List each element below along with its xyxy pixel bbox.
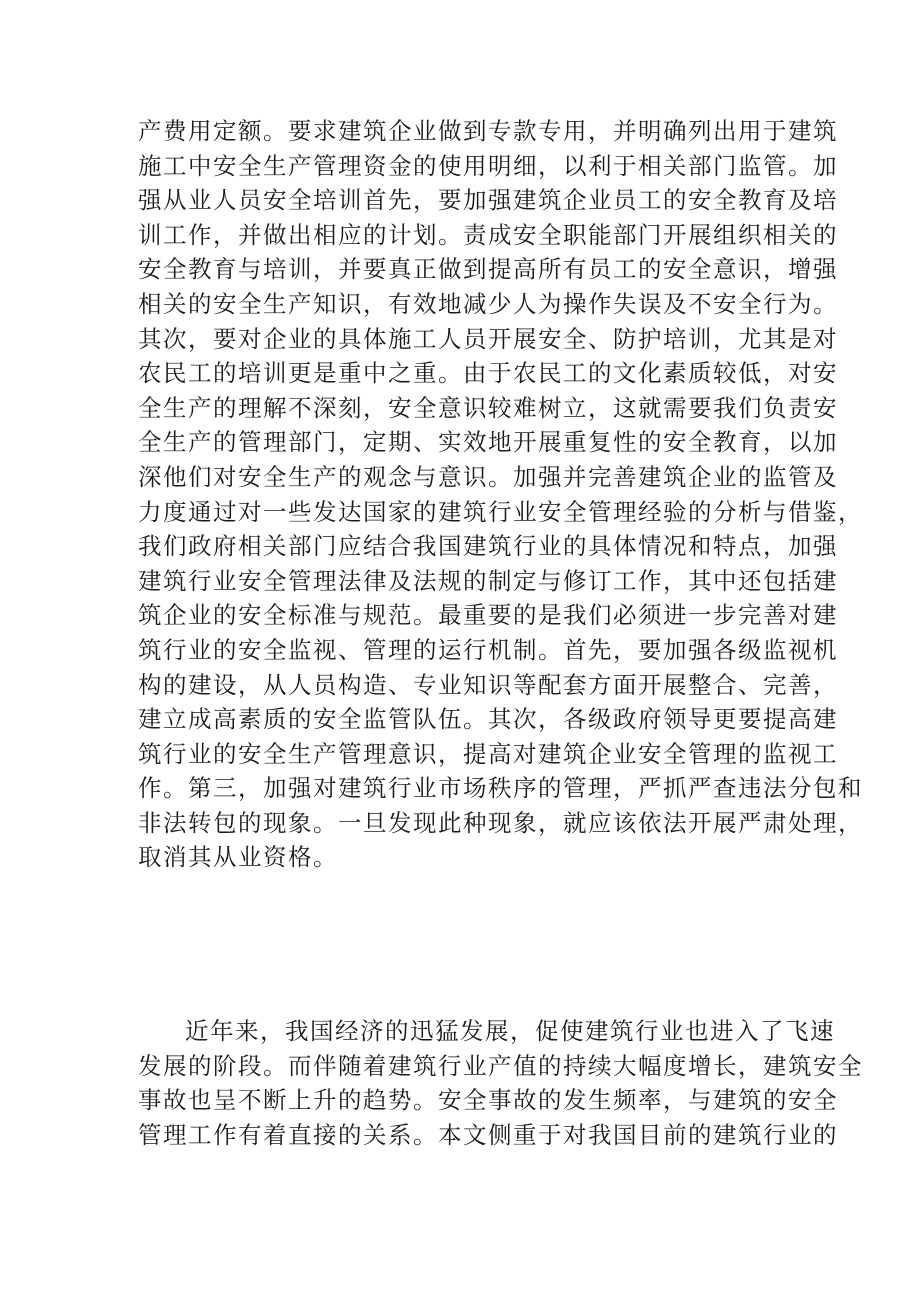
text-line: 事故也呈不断上升的趋势。安全事故的发生频率，与建筑的安全 [138, 1086, 838, 1115]
text-line: 其次，要对企业的具体施工人员开展安全、防护培训，尤其是对 [138, 324, 838, 353]
text-line: 安全教育与培训，并要真正做到提高所有员工的安全意识，增强 [138, 255, 838, 284]
text-line: 建筑行业安全管理法律及法规的制定与修订工作，其中还包括建 [138, 566, 838, 595]
text-line: 筑行业的安全生产管理意识，提高对建筑企业安全管理的监视工 [138, 739, 838, 768]
text-line: 筑企业的安全标准与规范。最重要的是我们必须进一步完善对建 [138, 601, 838, 630]
text-line: 全生产的管理部门，定期、实效地开展重复性的安全教育，以加 [138, 428, 838, 457]
text-line: 取消其从业资格。 [138, 843, 338, 872]
text-line: 深他们对安全生产的观念与意识。加强并完善建筑企业的监管及 [138, 462, 838, 491]
paragraph-2 [138, 1014, 863, 1152]
text-line: 训工作，并做出相应的计划。责成安全职能部门开展组织相关的 [138, 220, 838, 249]
text-line: 全生产的理解不深刻，安全意识较难树立，这就需要我们负责安 [138, 393, 838, 422]
text-line: 相关的安全生产知识，有效地减少人为操作失误及不安全行为。 [138, 289, 838, 318]
text-line: 非法转包的现象。一旦发现此种现象，就应该依法开展严肃处理， [138, 808, 863, 837]
text-line: 建立成高素质的安全监管队伍。其次，各级政府领导更要提高建 [138, 705, 838, 734]
text-line: 农民工的培训更是重中之重。由于农民工的文化素质较低，对安 [138, 359, 838, 388]
text-line: 近年来，我国经济的迅猛发展，促使建筑行业也进入了飞速 [185, 1017, 835, 1045]
text-line: 作。第三，加强对建筑行业市场秩序的管理，严抓严查违法分包和 [138, 774, 863, 803]
paragraph-1 [138, 114, 863, 875]
text-line: 强从业人员安全培训首先，要加强建筑企业员工的安全教育及培 [138, 186, 838, 215]
text-line: 力度通过对一些发达国家的建筑行业安全管理经验的分析与借鉴， [138, 497, 863, 526]
text-line: 管理工作有着直接的关系。本文侧重于对我国目前的建筑行业的 [138, 1120, 838, 1149]
text-line: 我们政府相关部门应结合我国建筑行业的具体情况和特点，加强 [138, 532, 838, 561]
text-line: 构的建设，从人员构造、专业知识等配套方面开展整合、完善， [138, 670, 838, 699]
text-line: 发展的阶段。而伴随着建筑行业产值的持续大幅度增长，建筑安全 [138, 1051, 863, 1080]
text-line: 筑行业的安全监视、管理的运行机制。首先，要加强各级监视机 [138, 635, 838, 664]
text-line: 产费用定额。要求建筑企业做到专款专用，并明确列出用于建筑 [138, 117, 838, 145]
text-line: 施工中安全生产管理资金的使用明细，以利于相关部门监管。加 [138, 151, 838, 180]
